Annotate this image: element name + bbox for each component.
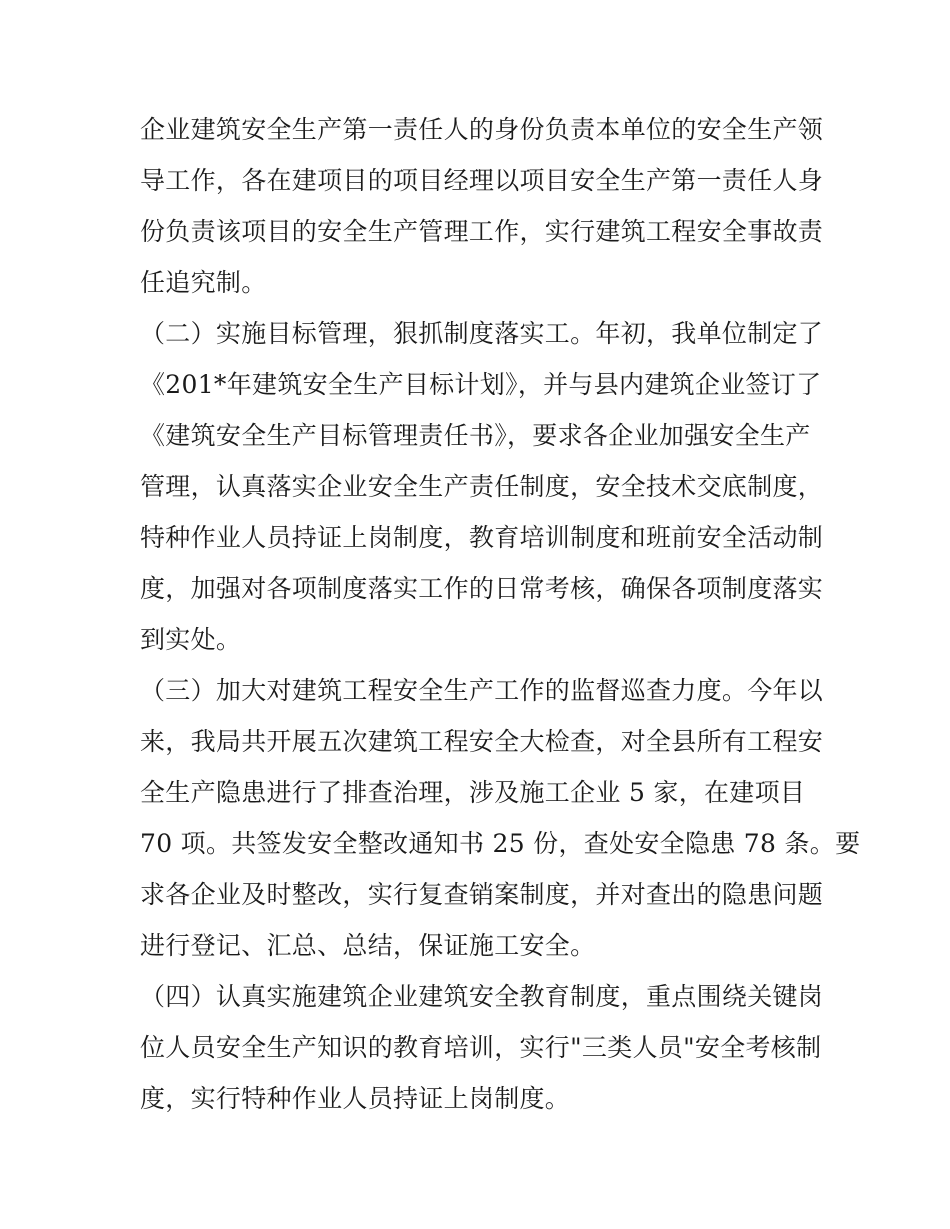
text-line: 求各企业及时整改，实行复查销案制度，并对查出的隐患问题 [140, 880, 824, 909]
text-line: 任追究制。 [140, 268, 267, 297]
text-line: 《201*年建筑安全生产目标计划》，并与县内建筑企业签订了 [140, 370, 822, 399]
text-line: （三）加大对建筑工程安全生产工作的监督巡查力度。今年以 [140, 676, 824, 705]
text-line: 全生产隐患进行了排查治理，涉及施工企业 5 家，在建项目 [140, 778, 806, 807]
text-line: 特种作业人员持证上岗制度，教育培训制度和班前安全活动制 [140, 523, 824, 552]
text-line: 到实处。 [140, 625, 242, 654]
text-line: （二）实施目标管理，狠抓制度落实工。年初，我单位制定了 [140, 319, 824, 348]
document-body [140, 104, 861, 1124]
text-line: 进行登记、汇总、总结，保证施工安全。 [140, 931, 596, 960]
text-line: 70 项。共签发安全整改通知书 25 份，查处安全隐患 78 条。要 [140, 829, 861, 858]
text-line: 《建筑安全生产目标管理责任书》，要求各企业加强安全生产 [140, 421, 811, 450]
text-line: 导工作，各在建项目的项目经理以项目安全生产第一责任人身 [140, 166, 824, 195]
text-line: 管理，认真落实企业安全生产责任制度，安全技术交底制度， [140, 472, 824, 501]
text-line: 度，实行特种作业人员持证上岗制度。 [140, 1084, 571, 1113]
text-line: 企业建筑安全生产第一责任人的身份负责本单位的安全生产领 [140, 115, 824, 144]
text-line: 位人员安全生产知识的教育培训，实行"三类人员"安全考核制 [140, 1033, 822, 1062]
text-line: 份负责该项目的安全生产管理工作，实行建筑工程安全事故责 [140, 217, 824, 246]
text-line: 度，加强对各项制度落实工作的日常考核，确保各项制度落实 [140, 574, 824, 603]
text-line: 来，我局共开展五次建筑工程安全大检查，对全县所有工程安 [140, 727, 824, 756]
text-line: （四）认真实施建筑企业建筑安全教育制度，重点围绕关键岗 [140, 982, 824, 1011]
